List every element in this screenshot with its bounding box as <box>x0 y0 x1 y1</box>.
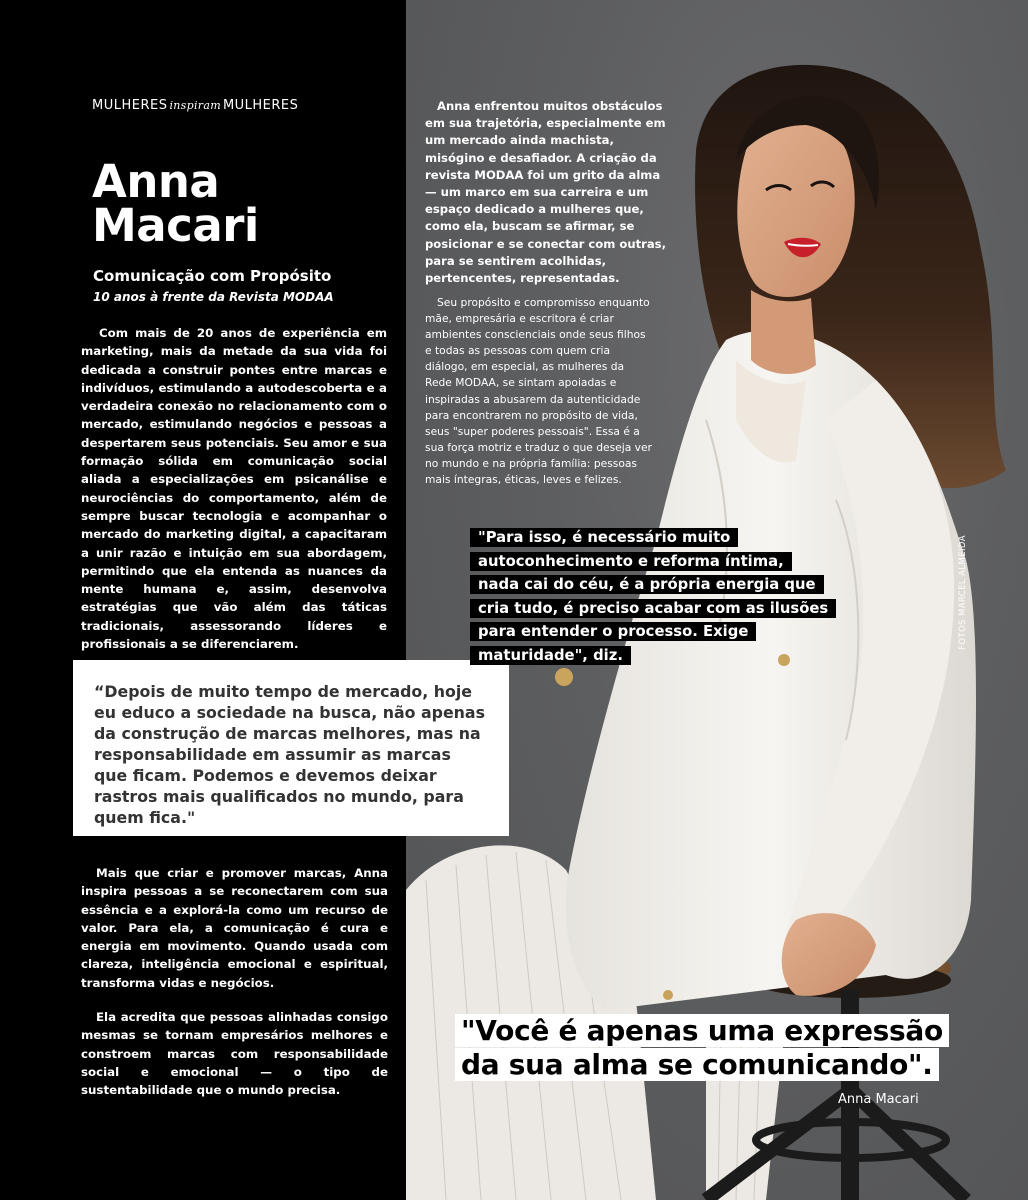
quote-box-text: “Depois de muito tempo de mercado, hoje eu educo a sociedade na busca, não apenas da construção de marcas melhores, mas na responsabilidade em assumir as marcas que ficam. Podemos e devemos deixar rastros mais qualificados no mundo, para quem fica." <box>94 682 485 827</box>
article-title <box>92 155 259 252</box>
left-paragraph-3: Ela acredita que pessoas alinhadas consigo mesmas se tornam empresários melhores e constroem marcas com responsabilidade social e emocional — o tipo de sustentabilidade que o mundo precisa. <box>81 1010 388 1098</box>
highlight-quote <box>455 1014 975 1082</box>
highlight-quote-text: "Você é apenas uma expressão da sua alma se comunicando". <box>455 1014 949 1081</box>
brand-logo <box>92 98 298 113</box>
pull-quote <box>470 526 830 668</box>
brand-left: MULHERES <box>92 98 168 113</box>
article-subtitle: Comunicação com Propósito <box>93 267 332 285</box>
title-line-1: Anna <box>92 155 220 208</box>
pull-quote-text: "Para isso, é necessário muito autoconhecimento e reforma íntima, nada cai do céu, é a própria energia que cria tudo, é preciso acabar com as ilusões para entender o processo. Exige maturidade", diz. <box>470 528 836 665</box>
title-line-2: Macari <box>92 199 259 252</box>
brand-middle: inspiram <box>169 99 221 112</box>
right-paragraph-2: Seu propósito e compromisso enquanto mãe, empresária e escritora é criar ambientes conscienciais onde seus filhos e todas as pessoas com quem cria diálogo, em especial, as mulheres da Rede MODAA, se sintam apoiadas e inspiradas a abusarem da autenticidade para encontrarem no propósito de vida, seus "super poderes pessoais". Essa é a sua força motriz e traduz o que deseja ver no mundo e na própria família: pessoas mais íntegras, éticas, leves e felizes. <box>425 296 652 487</box>
left-paragraph-1: Com mais de 20 anos de experiência em marketing, mais da metade da sua vida foi dedicada a construir pontes entre marcas e indivíduos, estimulando a autodescoberta e a verdadeira conexão no relacionamento com o mercado, estimulando negócios e pessoas a despertarem seus potenciais. Seu amor e sua formação sólida em comunicação social aliada a especializações em psicanálise e neurociências do comportamento, além de sempre buscar tecnologia e acompanhar o mercado do marketing digital, a capacitaram a unir razão e intuição em sua abordagem, permitindo que ela entenda as nuances da mente humana e, assim, desenvolva estratégias que vão além das táticas tradicionais, assessorando líderes e profissionais a se diferenciarem. <box>81 326 387 652</box>
photo-credit: FOTOS MARCEL ALMEIDA <box>958 535 968 650</box>
left-paragraph-2: Mais que criar e promover marcas, Anna inspira pessoas a se reconectarem com sua essência e a explorá-la como um recurso de valor. Para ela, a comunicação é cura e energia em movimento. Quando usada com clareza, inteligência emocional e espiritual, transforma vidas e negócios. <box>81 866 388 990</box>
quote-box <box>73 660 509 836</box>
article-tagline: 10 anos à frente da Revista MODAA <box>93 290 334 304</box>
brand-right: MULHERES <box>222 98 299 113</box>
quote-signature: Anna Macari <box>838 1092 919 1107</box>
right-paragraph-1: Anna enfrentou muitos obstáculos em sua trajetória, especialmente em um mercado ainda machista, misógino e desafiador. A criação da revista MODAA foi um grito da alma — um marco em sua carreira e um espaço dedicado a mulheres que, como ela, buscam se afirmar, se posicionar e se conectar com outras, para se sentirem acolhidas, pertencentes, representadas. <box>425 99 666 286</box>
